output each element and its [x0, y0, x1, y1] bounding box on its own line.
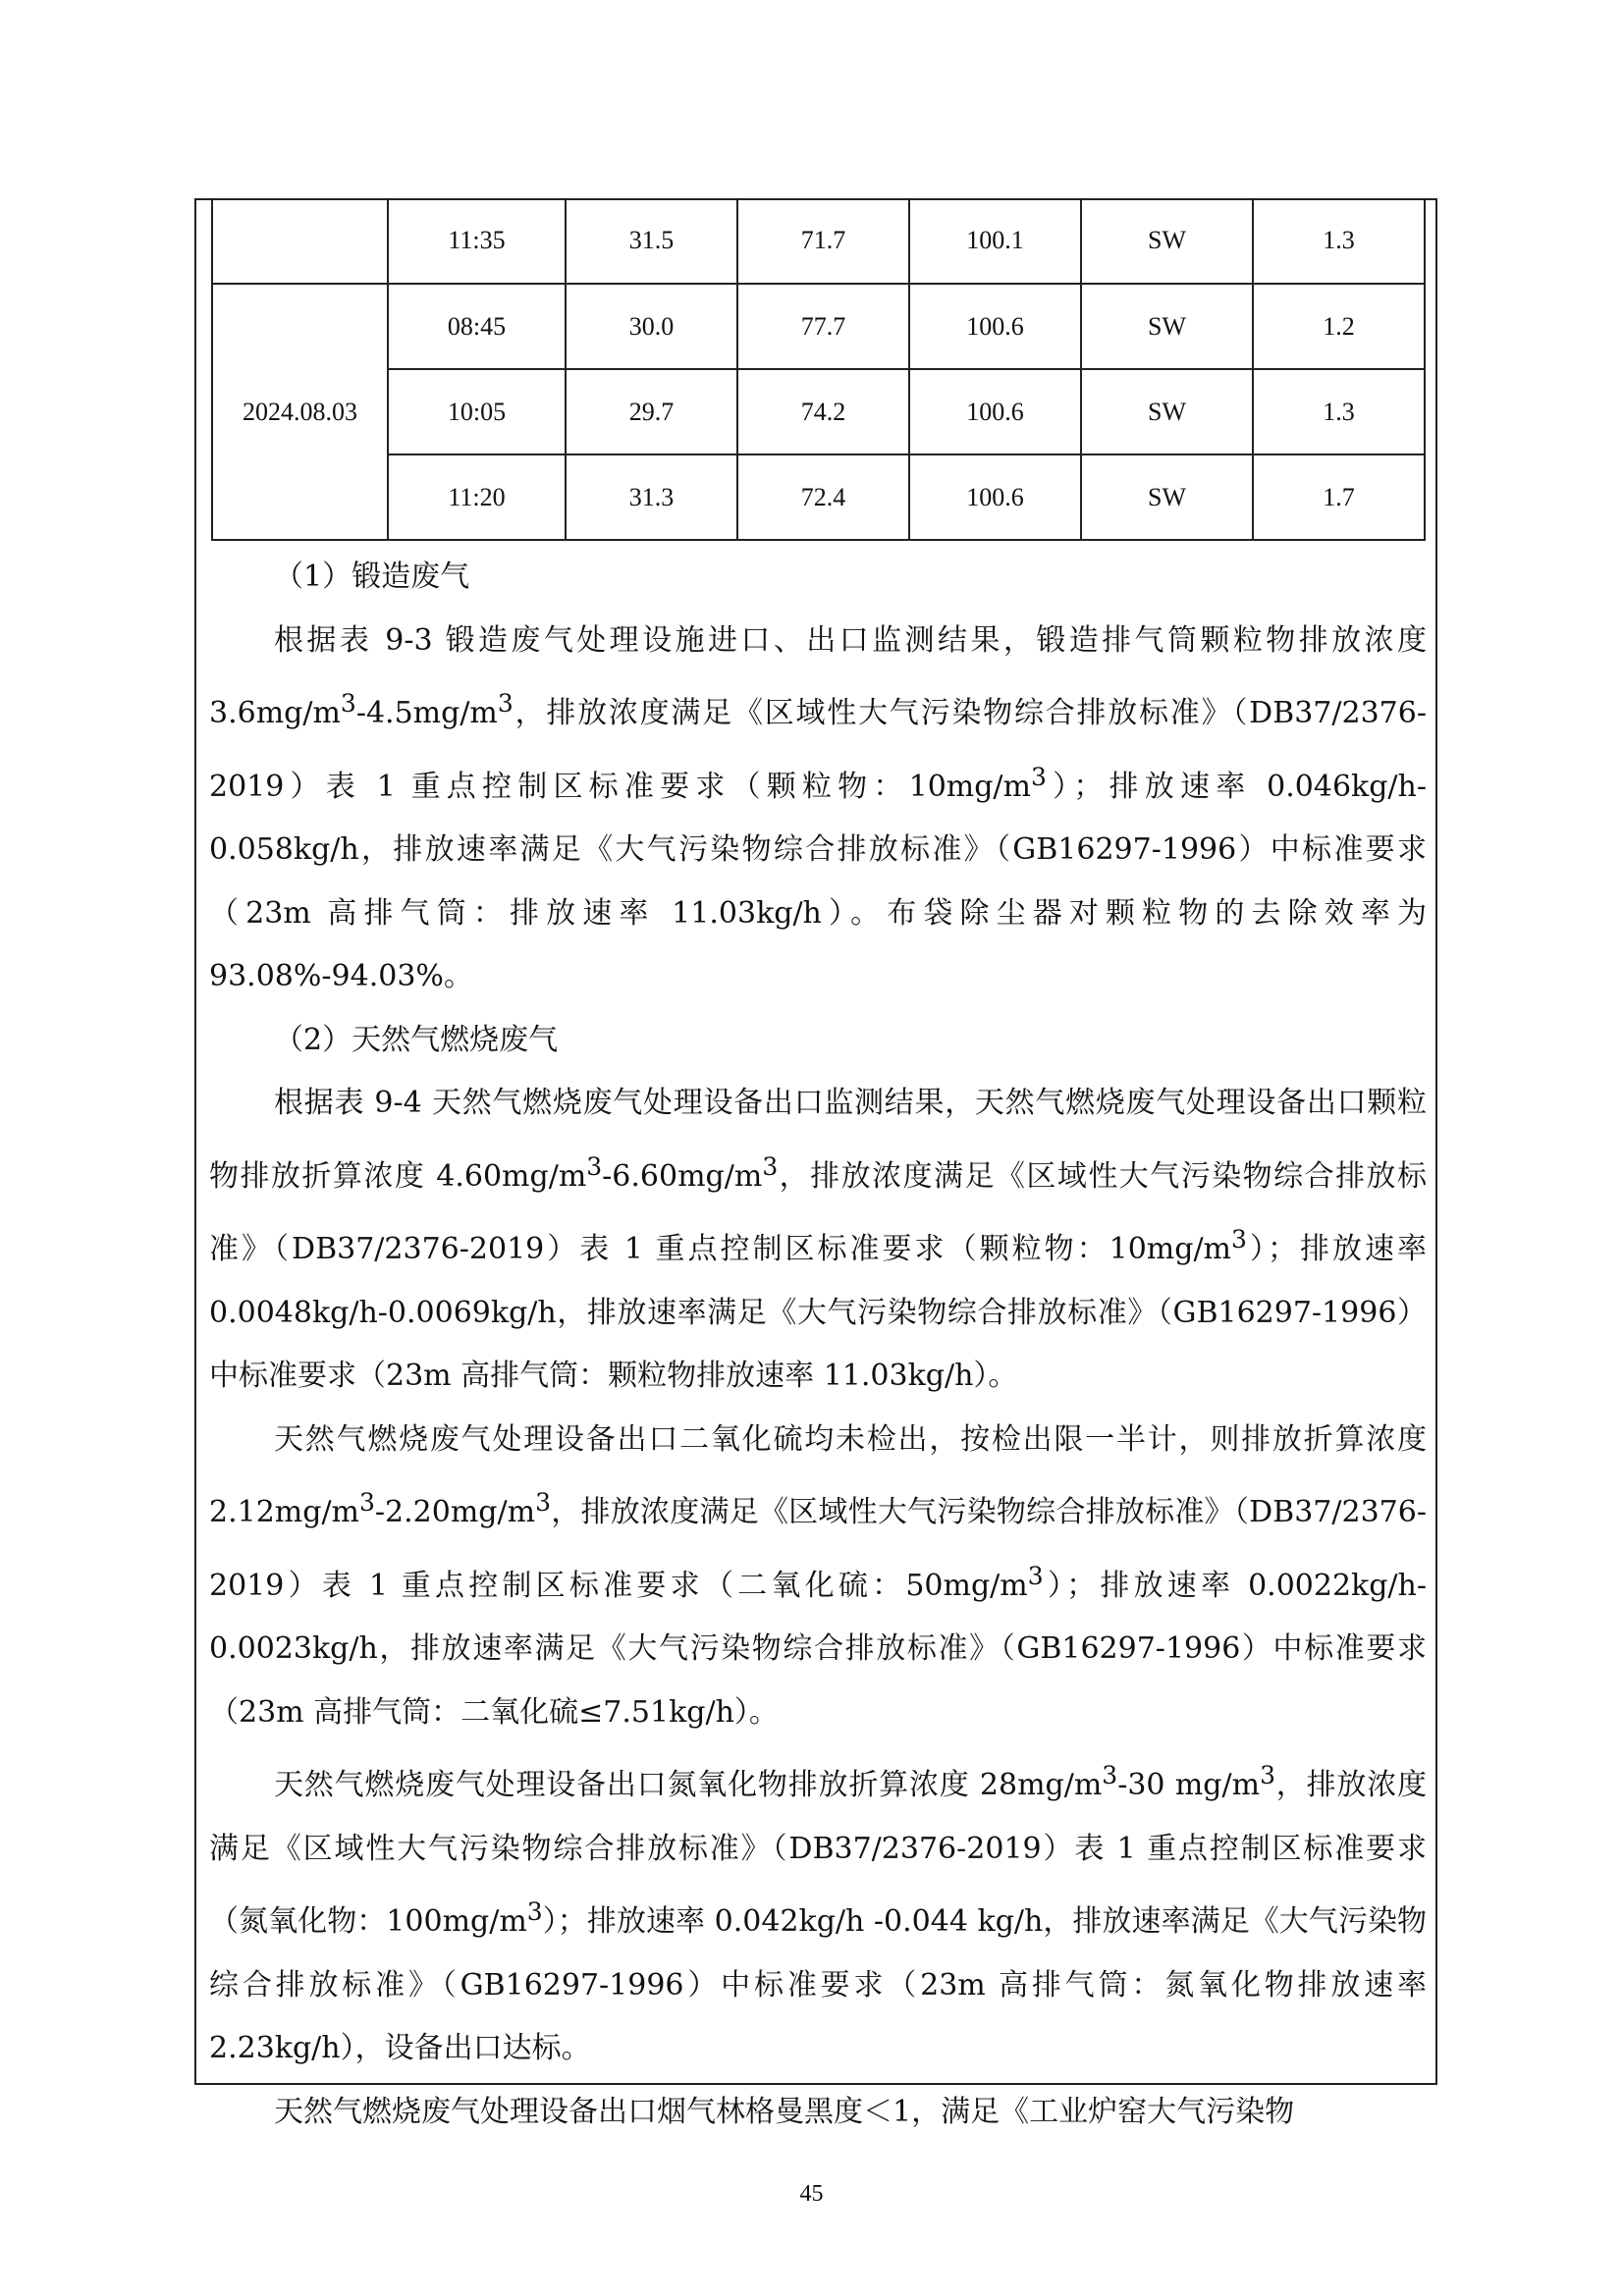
wind-direction-cell: SW [1081, 284, 1253, 369]
meteorological-table [211, 198, 1426, 541]
text-run: -6.60mg/m [602, 1158, 763, 1194]
text-run: 根据表 9-4 天然气燃烧废气处理设备出口监测结果，天然气燃烧废气处理设备出口颗粒物排放折算浓度 4.60mg/m [209, 1086, 1427, 1194]
paragraph-forging [209, 610, 1427, 1009]
text-run: 天然气燃烧废气处理设备出口二氧化硫均未检出，按检出限一半计，则排放折算浓度 2.12mg/m [209, 1421, 1427, 1529]
time-cell: 11:35 [388, 198, 566, 284]
date-cell: 2024.08.03 [212, 284, 388, 540]
text-run: ，排放浓度满足《区域性大气污染物综合排放标准》（DB37/2376-2019）表 1 重点控制区标准要求（颗粒物：10mg/m [209, 696, 1427, 804]
time-cell: 10:05 [388, 369, 566, 454]
temperature-cell: 31.3 [566, 454, 737, 540]
pressure-cell: 100.6 [909, 369, 1081, 454]
humidity-cell: 72.4 [737, 454, 909, 540]
body-text [209, 546, 1427, 2144]
text-run: ）；排放速率 0.042kg/h -0.044 kg/h，排放速率满足《大气污染物综合排放标准》（GB16297-1996）中标准要求（23m 高排气筒：氮氧化物排放速率 2.23kg/h），设备出口达标。 [209, 1904, 1427, 2065]
text-run: -4.5mg/m [355, 696, 498, 730]
superscript: 3 [1231, 1225, 1247, 1254]
text-run: ）；排放速率 0.0048kg/h-0.0069kg/h，排放速率满足《大气污染物综合排放标准》（GB16297-1996）中标准要求（23m 高排气筒：颗粒物排放速率 11.03kg/h）。 [209, 1232, 1427, 1393]
superscript: 3 [340, 689, 356, 718]
wind-speed-cell: 1.2 [1253, 284, 1425, 369]
pressure-cell: 100.1 [909, 198, 1081, 284]
time-cell: 08:45 [388, 284, 566, 369]
wind-speed-cell: 1.3 [1253, 198, 1425, 284]
time-cell: 11:20 [388, 454, 566, 540]
wind-speed-cell: 1.7 [1253, 454, 1425, 540]
superscript: 3 [526, 1897, 543, 1926]
text-run: 天然气燃烧废气处理设备出口氮氧化物排放折算浓度 28mg/m [274, 1768, 1103, 1802]
superscript: 3 [1031, 762, 1047, 791]
superscript: 3 [1102, 1761, 1118, 1789]
wind-direction-cell: SW [1081, 369, 1253, 454]
table-row [212, 454, 1425, 540]
superscript: 3 [497, 689, 514, 718]
text-run: -2.20mg/m [374, 1495, 536, 1529]
wind-speed-cell: 1.3 [1253, 369, 1425, 454]
table-row [212, 284, 1425, 369]
superscript: 3 [586, 1151, 603, 1181]
date-cell [212, 198, 388, 284]
superscript: 3 [359, 1488, 375, 1517]
text-run: ，排放浓度满足《区域性大气污染物综合排放标准》（DB37/2376-2019）表 1 重点控制区标准要求（二氧化硫：50mg/m [209, 1495, 1427, 1603]
text-run: 根据表 9-3 锻造废气处理设施进口、出口监测结果，锻造排气筒颗粒物排放浓度 3.6mg/m [209, 622, 1427, 730]
humidity-cell: 77.7 [737, 284, 909, 369]
humidity-cell: 71.7 [737, 198, 909, 284]
page-number: 45 [799, 2181, 824, 2207]
temperature-cell: 31.5 [566, 198, 737, 284]
pressure-cell: 100.6 [909, 284, 1081, 369]
superscript: 3 [762, 1151, 779, 1181]
paragraph-gas-so2 [209, 1409, 1427, 1745]
table-row [212, 369, 1425, 454]
temperature-cell: 30.0 [566, 284, 737, 369]
superscript: 3 [535, 1488, 551, 1517]
table-row [212, 198, 1425, 284]
pressure-cell: 100.6 [909, 454, 1081, 540]
text-run: ，排放浓度满足《区域性大气污染物综合排放标准》（DB37/2376-2019）表 1 重点控制区标准要求（颗粒物：10mg/m [209, 1158, 1427, 1266]
humidity-cell: 74.2 [737, 369, 909, 454]
paragraph-gas-nox [209, 1744, 1427, 2081]
section-heading-forging: （1）锻造废气 [274, 560, 470, 594]
section-heading-gas: （2）天然气燃烧废气 [274, 1022, 559, 1057]
text-run: -30 mg/m [1117, 1768, 1261, 1802]
superscript: 3 [1027, 1561, 1044, 1590]
wind-direction-cell: SW [1081, 454, 1253, 540]
temperature-cell: 29.7 [566, 369, 737, 454]
text-run: ）；排放速率 0.0022kg/h-0.0023kg/h，排放速率满足《大气污染物综合排放标准》（GB16297-1996）中标准要求（23m 高排气筒：二氧化硫≤7.51kg/h）。 [209, 1568, 1427, 1730]
paragraph-gas-ringelmann: 天然气燃烧废气处理设备出口烟气林格曼黑度＜1，满足《工业炉窑大气污染物 [274, 2094, 1295, 2129]
superscript: 3 [1260, 1761, 1275, 1789]
paragraph-gas-particulate [209, 1072, 1427, 1409]
text-run: ，排放浓度满足《区域性大气污染物综合排放标准》（DB37/2376-2019）表 1 重点控制区标准要求（氮氧化物：100mg/m [209, 1768, 1428, 1939]
text-run: ）；排放速率 0.046kg/h-0.058kg/h，排放速率满足《大气污染物综合排放标准》（GB16297-1996）中标准要求（23m 高排气筒：排放速率 11.03kg/h）。布袋除尘器对颗粒物的去除效率为 93.08%-94.03%。 [209, 769, 1428, 993]
wind-direction-cell: SW [1081, 198, 1253, 284]
